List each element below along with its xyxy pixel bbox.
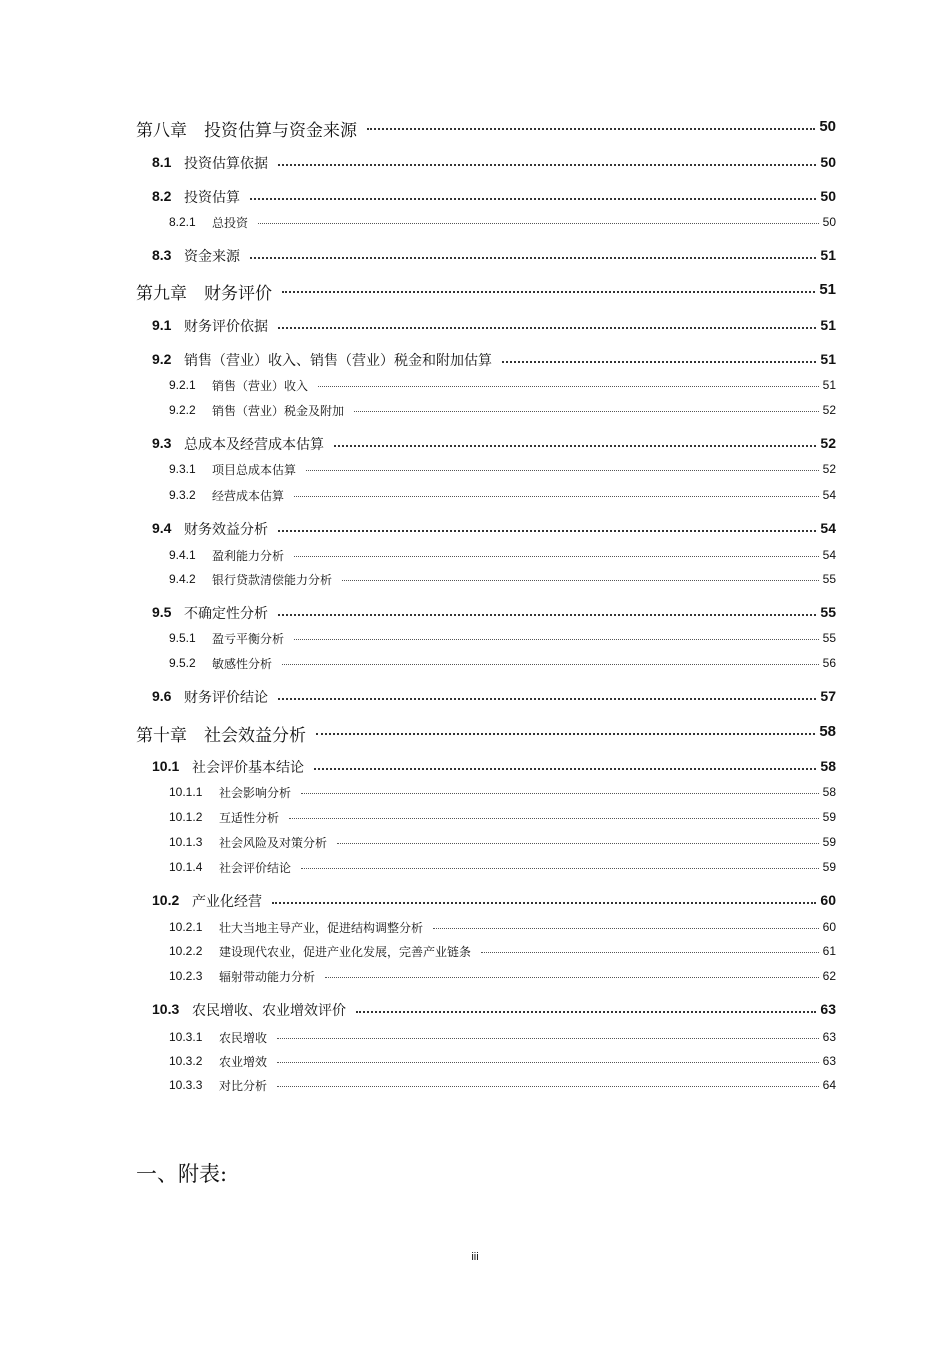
toc-leader-dots bbox=[342, 580, 819, 581]
toc-chapter[interactable] bbox=[0, 115, 950, 139]
toc-page-number: 51 bbox=[822, 378, 836, 392]
toc-leader-dots bbox=[316, 733, 815, 735]
toc-leader-dots bbox=[294, 556, 819, 557]
toc-number: 10.2 bbox=[152, 892, 180, 908]
toc-title: 产业化经营 bbox=[192, 894, 262, 910]
toc-leader-dots bbox=[433, 928, 819, 929]
toc-number: 10.3.1 bbox=[169, 1030, 203, 1044]
toc-title: 银行贷款清偿能力分析 bbox=[212, 573, 333, 587]
toc-leader-dots bbox=[294, 639, 819, 640]
toc-section[interactable] bbox=[0, 601, 950, 625]
toc-title: 对比分析 bbox=[219, 1079, 268, 1093]
toc-page-number: 60 bbox=[822, 920, 836, 934]
toc-page-number: 59 bbox=[822, 860, 836, 874]
toc-title: 总投资 bbox=[212, 216, 249, 230]
toc-number: 9.5.2 bbox=[169, 656, 196, 670]
toc-page-number: 61 bbox=[822, 944, 836, 958]
toc-page-number: 57 bbox=[820, 688, 836, 704]
toc-subsection[interactable] bbox=[0, 373, 950, 397]
toc-page-number: 58 bbox=[820, 758, 836, 774]
toc-title: 农民增收、农业增效评价 bbox=[192, 1003, 346, 1019]
toc-page-number: 64 bbox=[822, 1078, 836, 1092]
toc-leader-dots bbox=[282, 664, 819, 665]
toc-section[interactable] bbox=[0, 998, 950, 1022]
toc-page-number: 58 bbox=[819, 723, 836, 740]
toc-subsection[interactable] bbox=[0, 651, 950, 675]
toc-page-number: 59 bbox=[822, 835, 836, 849]
toc-title: 销售（营业）收入 bbox=[212, 379, 309, 393]
toc-page-number: 63 bbox=[820, 1001, 836, 1017]
toc-title: 资金来源 bbox=[184, 249, 240, 265]
toc-page-number: 50 bbox=[820, 188, 836, 204]
toc-title: 盈亏平衡分析 bbox=[212, 632, 285, 646]
toc-page-number: 51 bbox=[820, 351, 836, 367]
toc-leader-dots bbox=[250, 257, 816, 259]
toc-leader-dots bbox=[314, 768, 816, 770]
appendix-heading: 一、附表: bbox=[136, 1162, 228, 1186]
toc-leader-dots bbox=[325, 977, 819, 978]
toc-title: 不确定性分析 bbox=[184, 606, 268, 622]
toc-page-number: 60 bbox=[820, 892, 836, 908]
toc-title: 总成本及经营成本估算 bbox=[184, 437, 324, 453]
toc-subsection[interactable] bbox=[0, 939, 950, 963]
toc-section[interactable] bbox=[0, 348, 950, 372]
toc-title: 社会评价基本结论 bbox=[192, 760, 304, 776]
toc-page-number: 50 bbox=[819, 118, 836, 135]
toc-leader-dots bbox=[337, 843, 819, 844]
toc-subsection[interactable] bbox=[0, 780, 950, 804]
toc-leader-dots bbox=[356, 1011, 816, 1013]
toc-page-number: 50 bbox=[820, 154, 836, 170]
toc-title: 社会风险及对策分析 bbox=[219, 836, 328, 850]
toc-leader-dots bbox=[306, 470, 819, 471]
toc-leader-dots bbox=[481, 952, 819, 953]
toc-title: 壮大当地主导产业，促进结构调整分析 bbox=[219, 921, 424, 935]
toc-number: 9.2.2 bbox=[169, 403, 196, 417]
toc-page-number: 50 bbox=[822, 215, 836, 229]
toc-number: 9.4 bbox=[152, 520, 172, 536]
toc-leader-dots bbox=[258, 223, 819, 224]
toc-subsection[interactable] bbox=[0, 567, 950, 591]
toc-leader-dots bbox=[278, 698, 816, 700]
toc-number: 10.3 bbox=[152, 1001, 180, 1017]
toc-subsection[interactable] bbox=[0, 915, 950, 939]
toc-leader-dots bbox=[301, 868, 819, 869]
toc-title: 盈利能力分析 bbox=[212, 549, 285, 563]
toc-number: 9.6 bbox=[152, 688, 172, 704]
toc-section[interactable] bbox=[0, 314, 950, 338]
toc-number: 10.1.1 bbox=[169, 785, 203, 799]
toc-number: 8.2.1 bbox=[169, 215, 196, 229]
toc-number: 9.3.2 bbox=[169, 488, 196, 502]
toc-number: 9.4.1 bbox=[169, 548, 196, 562]
toc-leader-dots bbox=[277, 1086, 819, 1087]
toc-number: 9.3.1 bbox=[169, 462, 196, 476]
toc-number: 9.5.1 bbox=[169, 631, 196, 645]
toc-subsection[interactable] bbox=[0, 543, 950, 567]
toc-page-number: 52 bbox=[822, 403, 836, 417]
toc-title: 销售（营业）收入、销售（营业）税金和附加估算 bbox=[184, 353, 492, 369]
toc-number: 10.1.4 bbox=[169, 860, 203, 874]
toc-subsection[interactable] bbox=[0, 1073, 950, 1097]
toc-subsection[interactable] bbox=[0, 830, 950, 854]
toc-number: 10.3.2 bbox=[169, 1054, 203, 1068]
toc-subsection[interactable] bbox=[0, 1049, 950, 1073]
toc-page-number: 63 bbox=[822, 1030, 836, 1044]
toc-number: 10.2.3 bbox=[169, 969, 203, 983]
toc-title: 社会影响分析 bbox=[219, 786, 292, 800]
toc-leader-dots bbox=[282, 291, 815, 293]
toc-page-number: 52 bbox=[822, 462, 836, 476]
toc-page-number: 51 bbox=[820, 317, 836, 333]
toc-leader-dots bbox=[294, 496, 819, 497]
toc-page-number: 58 bbox=[822, 785, 836, 799]
toc-section[interactable] bbox=[0, 151, 950, 175]
toc-page-number: 59 bbox=[822, 810, 836, 824]
toc-page-number: 54 bbox=[822, 488, 836, 502]
toc-chapter[interactable] bbox=[0, 720, 950, 744]
toc-leader-dots bbox=[354, 411, 819, 412]
toc-title: 建设现代农业，促进产业化发展，完善产业链条 bbox=[219, 945, 472, 959]
toc-page-number: 55 bbox=[822, 631, 836, 645]
toc-page-number: 62 bbox=[822, 969, 836, 983]
toc-number: 9.2.1 bbox=[169, 378, 196, 392]
toc-leader-dots bbox=[318, 386, 819, 387]
toc-title: 财务评价结论 bbox=[184, 690, 268, 706]
toc-subsection[interactable] bbox=[0, 210, 950, 234]
toc-leader-dots bbox=[250, 198, 816, 200]
toc-title: 第九章 财务评价 bbox=[136, 284, 272, 304]
toc-subsection[interactable] bbox=[0, 855, 950, 879]
toc-number: 8.2 bbox=[152, 188, 172, 204]
toc-leader-dots bbox=[289, 818, 819, 819]
toc-title: 农业增效 bbox=[219, 1055, 268, 1069]
toc-subsection[interactable] bbox=[0, 398, 950, 422]
toc-leader-dots bbox=[278, 164, 816, 166]
toc-number: 9.2 bbox=[152, 351, 172, 367]
toc-number: 10.1.2 bbox=[169, 810, 203, 824]
toc-section[interactable] bbox=[0, 517, 950, 541]
toc-title: 投资估算 bbox=[184, 190, 240, 206]
toc-title: 财务评价依据 bbox=[184, 319, 268, 335]
toc-number: 9.4.2 bbox=[169, 572, 196, 586]
toc-leader-dots bbox=[277, 1038, 819, 1039]
toc-title: 第八章 投资估算与资金来源 bbox=[136, 121, 357, 141]
toc-page-number: 54 bbox=[822, 548, 836, 562]
toc-number: 9.1 bbox=[152, 317, 172, 333]
toc-subsection[interactable] bbox=[0, 1025, 950, 1049]
page-number: iii bbox=[471, 1251, 479, 1263]
toc-leader-dots bbox=[278, 530, 816, 532]
toc-leader-dots bbox=[278, 327, 816, 329]
toc-number: 8.3 bbox=[152, 247, 172, 263]
toc-number: 9.5 bbox=[152, 604, 172, 620]
toc-subsection[interactable] bbox=[0, 626, 950, 650]
toc-subsection[interactable] bbox=[0, 805, 950, 829]
toc-title: 财务效益分析 bbox=[184, 522, 268, 538]
toc-page-number: 52 bbox=[820, 435, 836, 451]
toc-title: 社会评价结论 bbox=[219, 861, 292, 875]
toc-section[interactable] bbox=[0, 889, 950, 913]
toc-title: 销售（营业）税金及附加 bbox=[212, 404, 345, 418]
toc-leader-dots bbox=[502, 361, 816, 363]
toc-title: 互适性分析 bbox=[219, 811, 280, 825]
toc-title: 敏感性分析 bbox=[212, 657, 273, 671]
toc-title: 第十章 社会效益分析 bbox=[136, 726, 306, 746]
toc-number: 8.1 bbox=[152, 154, 172, 170]
toc-number: 10.1.3 bbox=[169, 835, 203, 849]
toc-number: 10.2.1 bbox=[169, 920, 203, 934]
toc-number: 10.3.3 bbox=[169, 1078, 203, 1092]
toc-subsection[interactable] bbox=[0, 964, 950, 988]
toc-page-number: 56 bbox=[822, 656, 836, 670]
toc-subsection[interactable] bbox=[0, 483, 950, 507]
toc-number: 10.1 bbox=[152, 758, 180, 774]
toc-title: 辐射带动能力分析 bbox=[219, 970, 316, 984]
toc-number: 9.3 bbox=[152, 435, 172, 451]
toc-section[interactable] bbox=[0, 244, 950, 268]
toc-leader-dots bbox=[278, 614, 816, 616]
toc-leader-dots bbox=[334, 445, 816, 447]
toc-leader-dots bbox=[277, 1062, 819, 1063]
toc-title: 经营成本估算 bbox=[212, 489, 285, 503]
toc-leader-dots bbox=[272, 902, 816, 904]
toc-title: 农民增收 bbox=[219, 1031, 268, 1045]
toc-page-number: 63 bbox=[822, 1054, 836, 1068]
toc-page-number: 51 bbox=[820, 247, 836, 263]
toc-page-number: 55 bbox=[820, 604, 836, 620]
toc-section[interactable] bbox=[0, 432, 950, 456]
toc-title: 投资估算依据 bbox=[184, 156, 268, 172]
toc-section[interactable] bbox=[0, 685, 950, 709]
toc-number: 10.2.2 bbox=[169, 944, 203, 958]
toc-chapter[interactable] bbox=[0, 278, 950, 302]
toc-leader-dots bbox=[367, 128, 815, 130]
toc-subsection[interactable] bbox=[0, 457, 950, 481]
toc-page-number: 54 bbox=[820, 520, 836, 536]
toc-leader-dots bbox=[301, 793, 819, 794]
toc-page-number: 55 bbox=[822, 572, 836, 586]
toc-section[interactable] bbox=[0, 185, 950, 209]
toc-page-number: 51 bbox=[819, 281, 836, 298]
toc-title: 项目总成本估算 bbox=[212, 463, 297, 477]
toc-section[interactable] bbox=[0, 755, 950, 779]
